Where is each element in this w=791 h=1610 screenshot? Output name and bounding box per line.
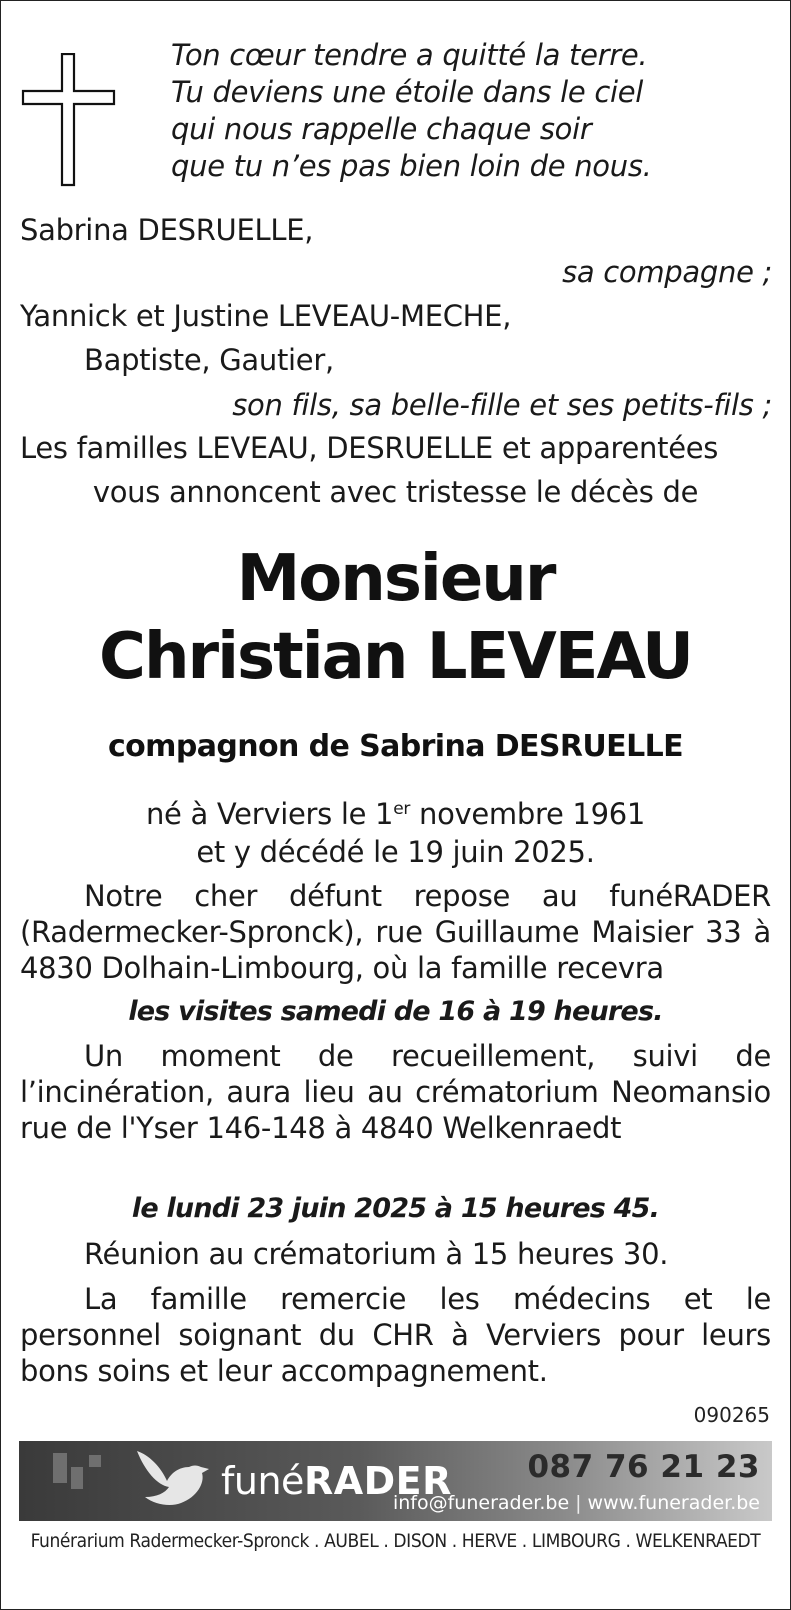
dove-icon: [131, 1445, 215, 1519]
deceased-honorific: Monsieur: [236, 542, 555, 616]
email-link[interactable]: info@funerader.be: [392, 1492, 570, 1514]
family-relation-partner: sa compagne ;: [562, 255, 772, 289]
deceased-name: Christian LEVEAU: [99, 620, 692, 694]
paragraph-meeting: Réunion au crématorium à 15 heures 30.: [84, 1237, 669, 1271]
family-relation-son: son fils, sa belle-fille et ses petits-fils ;: [232, 388, 772, 422]
poem-line: qui nous rappelle chaque soir: [171, 112, 592, 146]
funeral-home-banner: [19, 1441, 772, 1521]
ceremony-date-line: le lundi 23 juin 2025 à 15 heures 45.: [131, 1193, 660, 1224]
separator: |: [575, 1492, 582, 1514]
reference-number: 090265: [693, 1403, 770, 1427]
brand-logo: funéRADER: [221, 1459, 452, 1503]
family-line-grandsons: Baptiste, Gautier,: [84, 343, 334, 377]
death-line: et y décédé le 19 juin 2025.: [196, 835, 595, 869]
paragraph-thanks: La famille remercie les médecins et le personnel soignant du CHR à Verviers pour leurs bons soins et leur accompagnement.: [20, 1282, 771, 1388]
website-link[interactable]: www.funerader.be: [587, 1492, 760, 1514]
announcement-line: vous annoncent avec tristesse le décès de: [92, 475, 699, 509]
poem-line: que tu n’es pas bien loin de nous.: [171, 149, 652, 183]
deceased-relation: compagnon de Sabrina DESRUELLE: [107, 729, 683, 764]
paragraph-ceremony: Un moment de recueillement, suivi de l’incinération, aura lieu au crématorium Neomansio rue de l'Yser 146-148 à 4840 Welkenraedt: [20, 1039, 771, 1145]
paragraph-repose: Notre cher défunt repose au funéRADER (Radermecker-Spronck), rue Guillaume Maisier 33 à 4830 Dolhain-Limbourg, où la famille recevra: [20, 879, 771, 985]
poem-line: Tu deviens une étoile dans le ciel: [171, 75, 644, 109]
family-line-families: Les familles LEVEAU, DESRUELLE et apparentées: [20, 431, 719, 465]
cross-icon: [21, 53, 117, 187]
phone-number: 087 76 21 23: [527, 1449, 760, 1485]
contact-line: [393, 1491, 760, 1515]
footer-locations: Funérarium Radermecker-Spronck . AUBEL . DISON . HERVE . LIMBOURG . WELKENRAEDT: [30, 1530, 761, 1552]
poem-line: Ton cœur tendre a quitté la terre.: [171, 38, 648, 72]
visits-line: les visites samedi de 16 à 19 heures.: [128, 996, 663, 1027]
family-line-partner: Sabrina DESRUELLE,: [20, 213, 314, 247]
family-line-son: Yannick et Justine LEVEAU-MECHE,: [20, 299, 512, 333]
poem: [171, 37, 771, 185]
birth-line: né à Verviers le 1er novembre 1961: [145, 797, 646, 831]
